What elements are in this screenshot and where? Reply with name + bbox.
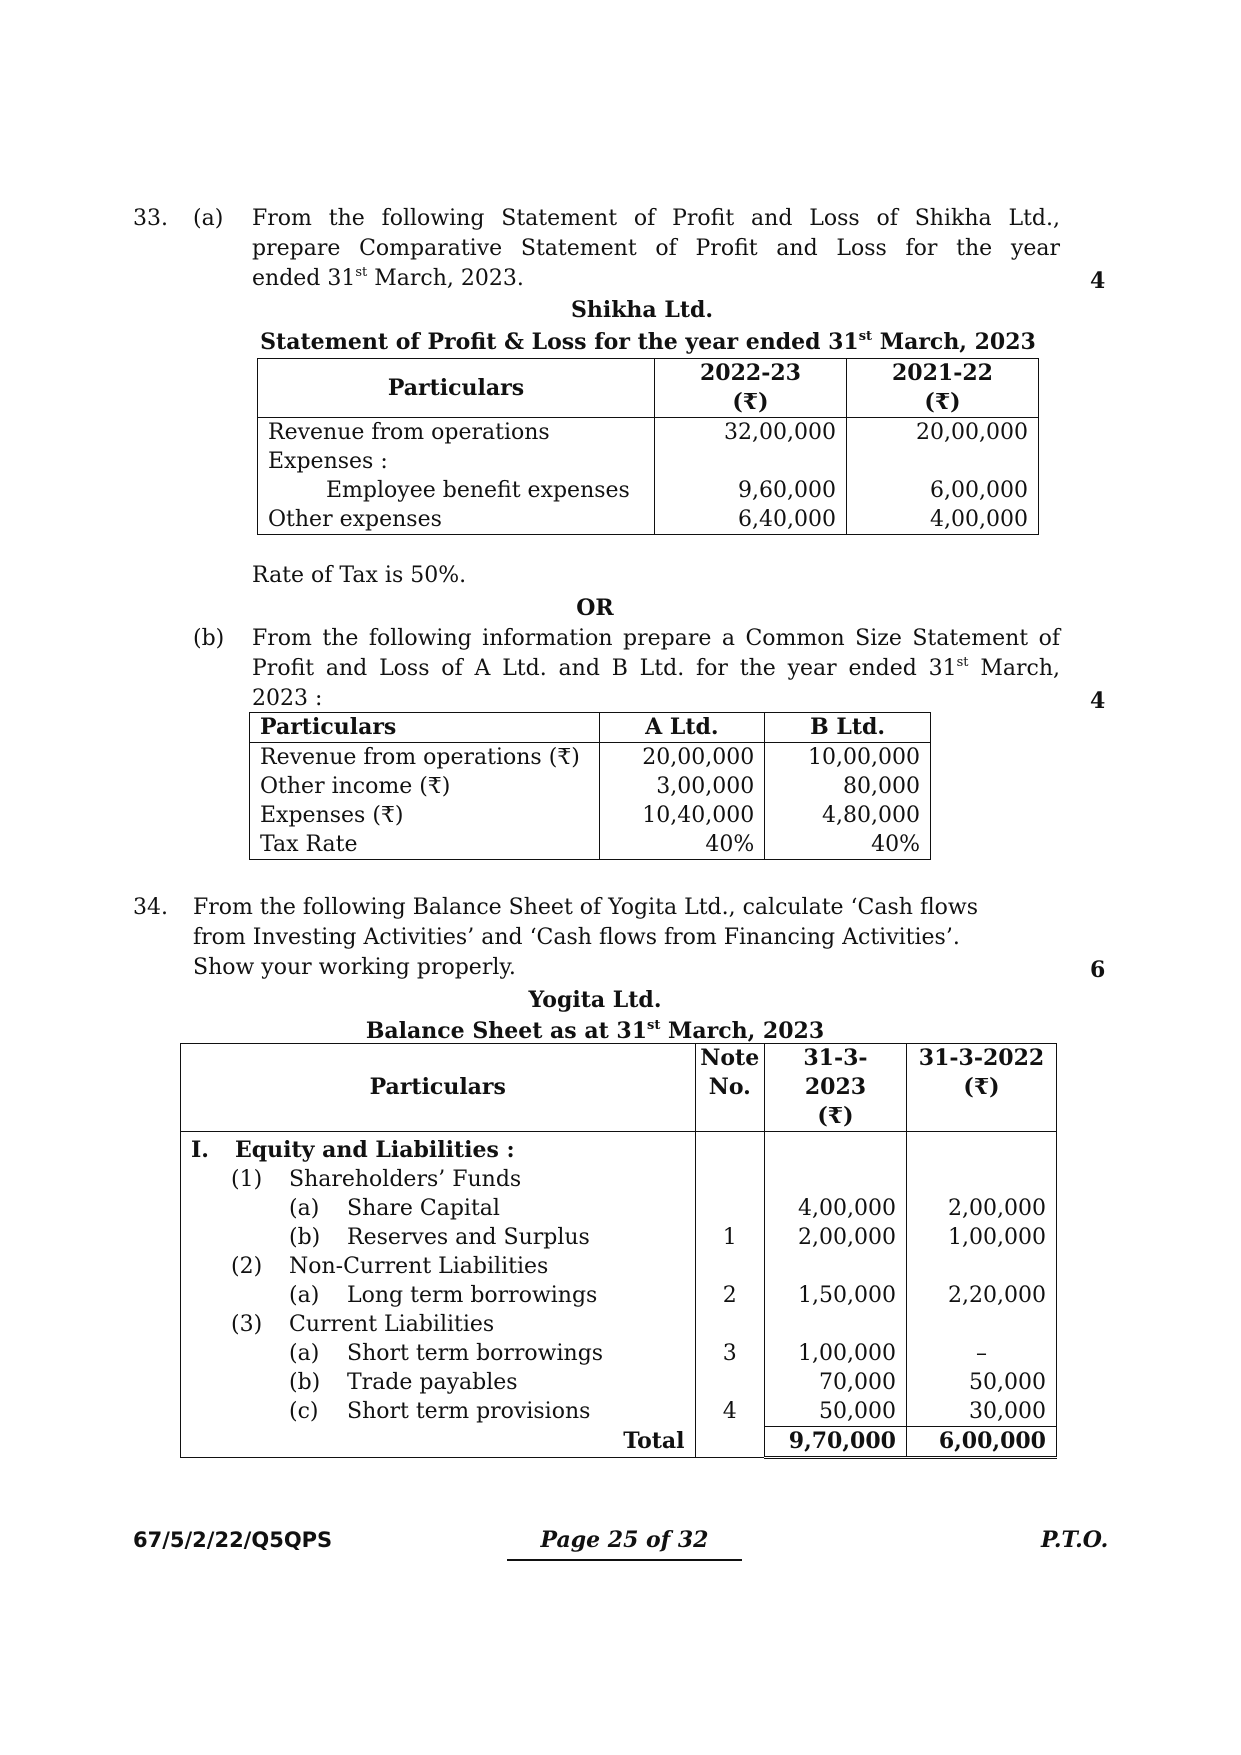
question-number-33: 33. [133,206,168,231]
row-label: Tax Rate [250,830,600,860]
row-long-term-borrowings: (a) Long term borrowings [181,1281,696,1310]
row-label: Revenue from operations (₹) [250,743,600,773]
row-value: 4,00,000 [846,505,1038,535]
row-label: Other expenses [258,505,655,535]
company-name-yogita: Yogita Ltd. [528,987,662,1013]
row-value: 10,40,000 [599,801,765,830]
header-a-ltd: A Ltd. [599,713,765,743]
q34-line3: Show your working properly. [193,955,516,980]
row-short-term-provisions: (c) Short term provisions [181,1397,696,1427]
page-number: Page 25 of 32 [507,1525,742,1561]
header-particulars: Particulars [250,713,600,743]
q33a-line2: prepare Comparative Statement of Profit and Loss for the year [252,236,1060,261]
row-value: 50,000 [764,1397,906,1427]
row-label: Expenses (₹) [250,801,600,830]
q33b-line2: Profit and Loss of A Ltd. and B Ltd. for the year ended 31st March, [252,655,1060,681]
row-value: 1,00,000 [906,1223,1056,1252]
row-value: 1,50,000 [764,1281,906,1310]
row-value: 40% [765,830,931,860]
row-value: 10,00,000 [765,743,931,773]
row-value: 30,000 [906,1397,1056,1427]
question-number-34: 34. [133,895,168,920]
q33a-line3: ended 31st March, 2023. [252,265,524,291]
group-non-current-liabilities: (2) Non-Current Liabilities [181,1252,696,1281]
row-value: 20,00,000 [846,418,1038,448]
row-value: 2,00,000 [906,1194,1056,1223]
header-2022-23: 2022-23 (₹) [654,359,846,418]
row-value: 40% [599,830,765,860]
row-value: – [906,1339,1056,1368]
total-2023: 9,70,000 [764,1427,906,1458]
row-value: 6,40,000 [654,505,846,535]
row-value: 9,60,000 [654,476,846,505]
or-separator: OR [576,595,614,621]
q33b-line1: From the following information prepare a Common Size Statement of [252,626,1060,651]
row-value: 3,00,000 [599,772,765,801]
group-current-liabilities: (3) Current Liabilities [181,1310,696,1339]
row-value: 6,00,000 [846,476,1038,505]
total-label: Total [181,1427,696,1458]
company-name-shikha: Shikha Ltd. [570,297,714,323]
common-size-table [249,712,931,860]
part-a-label: (a) [193,206,224,231]
paper-code: 67/5/2/22/Q5QPS [133,1528,333,1552]
row-reserves-surplus: (b) Reserves and Surplus [181,1223,696,1252]
statement-title: Statement of Profit & Loss for the year ended 31st March, 2023 [260,329,1036,355]
section-equity-liabilities: I. Equity and Liabilities : [181,1132,696,1166]
row-label: Revenue from operations [258,418,655,448]
row-value [846,447,1038,476]
row-value: 80,000 [765,772,931,801]
row-share-capital: (a) Share Capital [181,1194,696,1223]
row-label: Employee benefit expenses [258,476,655,505]
row-value: 20,00,000 [599,743,765,773]
q33b-line3: 2023 : [252,686,323,711]
pto: P.T.O. [1041,1527,1109,1553]
header-particulars: Particulars [258,359,655,418]
row-note: 3 [695,1339,764,1368]
row-value: 50,000 [906,1368,1056,1397]
row-note: 2 [695,1281,764,1310]
q33a-marks: 4 [1090,268,1106,294]
q33b-marks: 4 [1090,688,1106,714]
header-31-3-2023: 31-3-2023 (₹) [764,1044,906,1132]
part-b-label: (b) [193,626,225,651]
header-31-3-2022: 31-3-2022 (₹) [906,1044,1056,1132]
q33a-line1: From the following Statement of Profit and Loss of Shikha Ltd., [252,206,1060,231]
row-value: 4,00,000 [764,1194,906,1223]
balance-sheet-table [180,1043,1057,1459]
row-value: 1,00,000 [764,1339,906,1368]
row-label: Other income (₹) [250,772,600,801]
header-note-no: Note No. [695,1044,764,1132]
row-trade-payables: (b) Trade payables [181,1368,696,1397]
row-short-term-borrowings: (a) Short term borrowings [181,1339,696,1368]
row-value: 4,80,000 [765,801,931,830]
row-value [654,447,846,476]
row-value: 2,20,000 [906,1281,1056,1310]
row-value: 70,000 [764,1368,906,1397]
row-value: 2,00,000 [764,1223,906,1252]
row-note: 4 [695,1397,764,1427]
q34-marks: 6 [1090,957,1106,983]
balance-sheet-title: Balance Sheet as at 31st March, 2023 [365,1018,825,1044]
row-label: Expenses : [258,447,655,476]
profit-loss-table [257,358,1039,535]
total-2022: 6,00,000 [906,1427,1056,1458]
header-particulars: Particulars [181,1044,696,1132]
q34-line2: from Investing Activities’ and ‘Cash flows from Financing Activities’. [193,925,960,950]
group-shareholders-funds: (1) Shareholders’ Funds [181,1165,696,1194]
row-value: 32,00,000 [654,418,846,448]
q34-line1: From the following Balance Sheet of Yogita Ltd., calculate ‘Cash flows [193,895,978,920]
row-note: 1 [695,1223,764,1252]
header-2021-22: 2021-22 (₹) [846,359,1038,418]
tax-note: Rate of Tax is 50%. [252,563,467,588]
header-b-ltd: B Ltd. [765,713,931,743]
